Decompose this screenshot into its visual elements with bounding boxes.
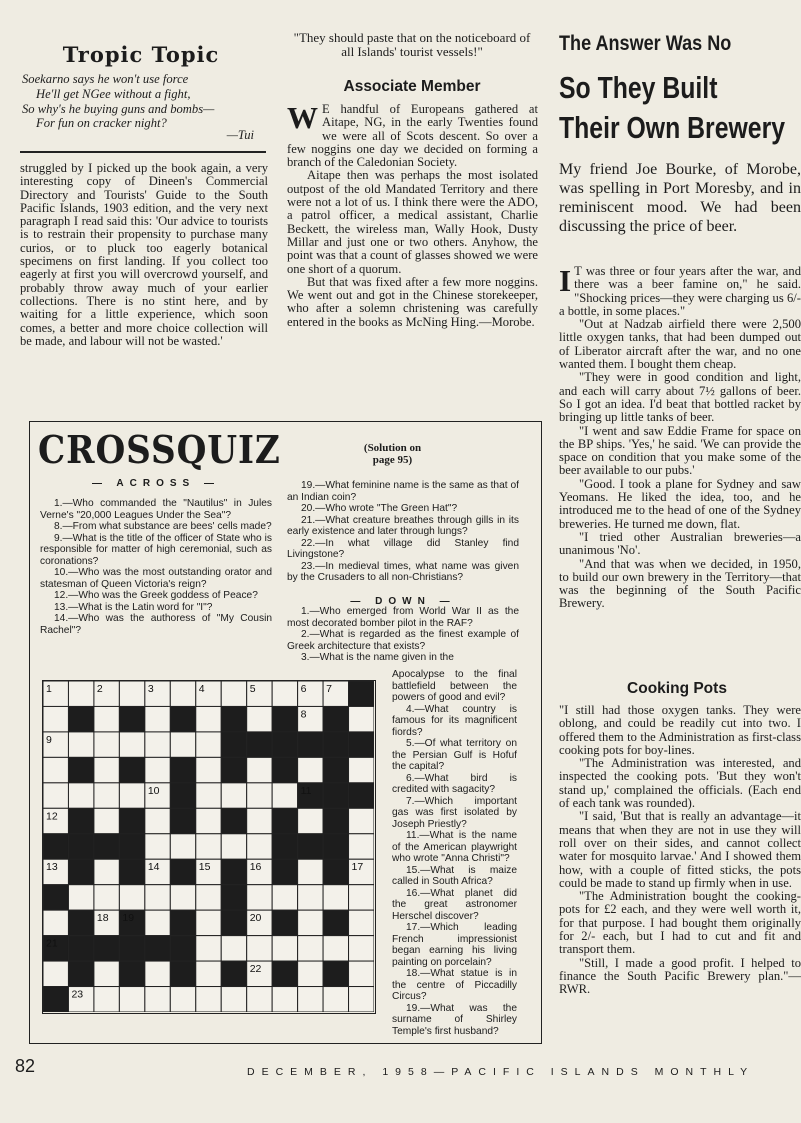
running-footer: DECEMBER, 1958—PACIFIC ISLANDS MONTHLY [247, 1066, 755, 1078]
grid-cell [323, 885, 348, 910]
grid-cell [145, 910, 170, 935]
grid-cell [196, 808, 221, 833]
grid-number: 22 [249, 963, 262, 976]
verse-line: So why's he buying guns and bombs— [22, 101, 215, 116]
clue: 17.—Which leading French impressionist began earning his living painting on porcelain? [392, 922, 517, 968]
grid-cell [221, 834, 246, 859]
grid-cell-black [119, 808, 144, 833]
grid-cell-black [323, 783, 348, 808]
grid-cell-black [119, 834, 144, 859]
grid-cell-black [272, 961, 297, 986]
grid-cell [43, 783, 68, 808]
grid-cell [196, 936, 221, 961]
clue: Apocalypse to the final battlefield between the powers of good and evil? [392, 669, 517, 703]
grid-cell [94, 706, 119, 731]
grid-cell [298, 859, 323, 884]
grid-cell [349, 757, 374, 782]
grid-cell-black [68, 834, 93, 859]
grid-cell-black [145, 936, 170, 961]
grid-cell [145, 885, 170, 910]
grid-number: 21 [46, 937, 58, 950]
grid-cell [170, 732, 195, 757]
across-clues-continued [287, 480, 519, 584]
grid-number: 8 [300, 708, 307, 721]
drop-cap: W [287, 100, 318, 135]
column1-article [20, 162, 268, 348]
grid-cell [298, 885, 323, 910]
grid-cell-black [119, 936, 144, 961]
grid-cell [170, 885, 195, 910]
grid-cell [272, 783, 297, 808]
grid-number: 2 [96, 683, 103, 695]
grid-cell-black [170, 783, 195, 808]
brewery-intro: My friend Joe Bourke, of Morobe, was spelling in Port Moresby, and in reminiscent mood. We had been discussing the price of beer. [559, 161, 801, 235]
grid-cell [68, 885, 93, 910]
grid-cell-black [119, 859, 144, 884]
grid-cell [221, 681, 246, 706]
grid-cell [94, 732, 119, 757]
grid-cell-black [298, 834, 323, 859]
grid-number: 5 [249, 683, 256, 695]
paragraph: "I still had those oxygen tanks. They were oblong, and could be readily cut into two. I offered them to the Administration as first-class cooking pots for boy-lines. [559, 703, 801, 757]
grid-cell-black [272, 808, 297, 833]
paragraph: "The Administration bought the cooking-pots for £2 each, and they were well worth it, for that purpose. I had bought them originally for 2/- each, but I had to cut and fit and transport them. [559, 889, 801, 957]
grid-cell-black [221, 859, 246, 884]
clue: 4.—What country is famous for its magnificent fiords? [392, 703, 517, 738]
paragraph: "They were in good condition and light, and each will carry about 7½ gallons of beer. So I got an idea. I'd beat that bottled racket by bringing up little tanks of beer. [559, 370, 801, 425]
grid-cell-black [68, 757, 93, 782]
grid-cell [349, 961, 374, 986]
grid-cell [323, 936, 348, 961]
grid-cell [196, 910, 221, 935]
clue: 22.—In what village did Stanley find Livingstone? [287, 537, 519, 560]
grid-cell-black [349, 732, 374, 757]
grid-cell [221, 936, 246, 961]
headline-line: So They Built [559, 70, 718, 105]
verse-line: For fun on cracker night? [36, 116, 167, 131]
grid-cell [119, 732, 144, 757]
grid-cell [43, 910, 68, 935]
grid-cell [298, 987, 323, 1012]
grid-cell-black [119, 961, 144, 986]
grid-cell-black [323, 961, 348, 986]
grid-cell-black [94, 936, 119, 961]
grid-cell-black [170, 757, 195, 782]
tropic-topic-author: —Tui [226, 128, 254, 142]
grid-cell-black [170, 706, 195, 731]
grid-cell [68, 783, 93, 808]
paragraph: "I said, 'But that is really an advantage—it means that when they are not in use they will roll over on their sides, and cannot collect water for mosquito larvae.' And I showed them how, with a couple of fitted sticks, the pots could be made to stand up firmly when in use. [559, 809, 801, 890]
grid-cell-black [68, 859, 93, 884]
grid-cell-black [221, 706, 246, 731]
crossquiz-title: CROSSQUIZ [38, 427, 281, 472]
clue: 10.—Who was the most outstanding orator and statesman of Queen Victoria's reign? [40, 567, 272, 590]
grid-cell [247, 834, 272, 859]
grid-cell [247, 987, 272, 1012]
grid-number: 4 [198, 683, 205, 695]
grid-cell [196, 732, 221, 757]
grid-number: 10 [147, 784, 160, 797]
grid-cell [247, 706, 272, 731]
clue: 9.—What is the title of the officer of State who is responsible for matter of high ceremonial, such as coronations? [40, 532, 272, 567]
headline-line: Their Own Brewery [559, 110, 786, 145]
grid-number: 19 [122, 912, 135, 925]
grid-number: 12 [46, 810, 58, 823]
grid-cell-black [323, 808, 348, 833]
grid-cell [94, 757, 119, 782]
grid-cell-black [272, 910, 297, 935]
down-heading: — DOWN — [350, 596, 456, 607]
grid-cell-black [323, 706, 348, 731]
grid-number: 14 [147, 861, 160, 874]
brewery-headline [559, 68, 785, 148]
grid-cell-black [221, 808, 246, 833]
paragraph: But that was fixed after a few more noggins. We went out and got in the Chinese storekeeper, who after a solemn christening was carefully entered in the books as McNing Hing.—Morobe. [287, 274, 538, 329]
grid-cell [145, 706, 170, 731]
paragraph: struggled by I picked up the book again, a very interesting copy of Dineen's Commercial Directory and Tourists' Guide to the South Pacific Islands, 1903 edition, and the very next paragraph I read said this: 'Our advice to tourists is to restrain their propensity to purchase many curios, or to pluck too eagerly botanical specimens on first landing. If you collect too eagerly at first you will overcrowd yourself, and probably throw away much of your earlier collections. There is no stint here, and by waiting for a little experience, which soon comes, a better and more choice collection will be made, and labour will not be wasted.' [20, 161, 268, 348]
grid-cell [196, 961, 221, 986]
grid-cell-black [119, 706, 144, 731]
clue: 20.—Who wrote "The Green Hat"? [301, 503, 458, 514]
grid-number: 13 [46, 861, 58, 874]
clue: 1.—Who commanded the "Nautilus" in Jules Verne's "20,000 Leagues Under the Sea"? [40, 498, 272, 521]
grid-cell [349, 987, 374, 1012]
grid-cell [349, 706, 374, 731]
grid-cell [119, 987, 144, 1012]
grid-cell [94, 961, 119, 986]
across-heading: — ACROSS — [92, 478, 220, 489]
grid-cell-black [323, 757, 348, 782]
grid-cell [119, 783, 144, 808]
grid-number: 17 [351, 861, 364, 874]
grid-cell-black [323, 732, 348, 757]
grid-cell [272, 885, 297, 910]
grid-cell [94, 859, 119, 884]
grid-cell [298, 936, 323, 961]
grid-cell-black [272, 757, 297, 782]
verse-line: Soekarno says he won't use force [22, 72, 189, 86]
grid-cell [196, 885, 221, 910]
grid-cell-black [119, 757, 144, 782]
paragraph: "I went and saw Eddie Frame for space on the BP ships. 'Yes,' he said. 'We can provide the space on condition that you make some of the beer available to our pubs.' [559, 423, 801, 478]
grid-cell [145, 961, 170, 986]
grid-cell-black [272, 859, 297, 884]
grid-cell [349, 910, 374, 935]
grid-cell [119, 885, 144, 910]
grid-cell [298, 961, 323, 986]
across-clues [40, 498, 272, 636]
grid-cell-black [68, 706, 93, 731]
page-number: 82 [15, 1056, 36, 1076]
grid-cell [349, 936, 374, 961]
grid-number: 3 [147, 683, 154, 695]
paragraph: "And that was when we decided, in 1950, to build our own brewery in the Territory—that was the beginning of the South Pacific Brewery. [559, 556, 801, 611]
grid-cell [94, 808, 119, 833]
clue: 23.—In medieval times, what name was given by the Crusaders to all non-Christians? [287, 560, 519, 583]
grid-cell-black [221, 732, 246, 757]
clue: 3.—What is the name given in the [301, 652, 454, 663]
grid-number: 7 [326, 683, 332, 695]
grid-cell [119, 681, 144, 706]
grid-cell [68, 681, 93, 706]
tropic-topic-title: Tropic Topic [62, 42, 220, 67]
paragraph: "Still, I made a good profit. I helped to finance the South Pacific Brewery plan."—RWR. [559, 955, 801, 997]
grid-cell-black [43, 885, 68, 910]
grid-cell [43, 757, 68, 782]
grid-number: 6 [300, 683, 307, 695]
grid-number: 9 [46, 733, 52, 746]
answer-was-no-heading: The Answer Was No [559, 32, 732, 55]
paragraph: E handful of Europeans gathered at Aitape, NG, in the early Twenties found we were all of Scots descent. So over a few noggins one day we decided on forming a branch of the Caledonian Society. [287, 102, 538, 170]
clue: 7.—Which important gas was first isolated by Joseph Priestly? [392, 795, 517, 830]
section-divider [20, 151, 266, 153]
grid-cell-black [272, 706, 297, 731]
grid-cell-black [68, 936, 93, 961]
grid-cell-black [170, 936, 195, 961]
grid-cell [94, 783, 119, 808]
grid-number: 11 [300, 784, 312, 797]
grid-cell [298, 808, 323, 833]
grid-cell [247, 885, 272, 910]
grid-cell [349, 885, 374, 910]
clue: 12.—Who was the Greek goddess of Peace? [54, 590, 258, 601]
grid-cell-black [170, 808, 195, 833]
grid-cell-black [221, 910, 246, 935]
grid-number: 1 [46, 683, 52, 695]
grid-cell-black [221, 757, 246, 782]
grid-cell-black [170, 859, 195, 884]
grid-number: 16 [249, 861, 262, 874]
grid-cell [145, 834, 170, 859]
grid-cell [221, 987, 246, 1012]
cooking-pots-heading: Cooking Pots [627, 680, 727, 697]
grid-cell-black [94, 834, 119, 859]
grid-cell [94, 885, 119, 910]
clue: 18.—What statue is in the centre of Piccadilly Circus? [392, 968, 517, 1002]
clue: 5.—Of what territory on the Persian Gulf is Hofuf the capital? [392, 738, 517, 772]
grid-number: 15 [198, 861, 211, 874]
clue: 19.—What feminine name is the same as that of an Indian coin? [287, 480, 519, 503]
crossword-grid-svg [43, 681, 374, 1012]
clue: 6.—What bird is credited with sagacity? [392, 772, 517, 795]
grid-cell [349, 808, 374, 833]
cooking-pots-article [559, 704, 801, 997]
grid-cell [349, 834, 374, 859]
grid-cell [196, 757, 221, 782]
clue: 21.—What creature breathes through gills in its early existence and later through lungs? [287, 514, 519, 537]
clue: 16.—What planet did the great astronomer Herschel discover? [392, 887, 517, 922]
grid-cell [247, 936, 272, 961]
grid-cell-black [43, 834, 68, 859]
grid-cell-black [323, 834, 348, 859]
grid-cell-black [68, 808, 93, 833]
grid-number: 20 [249, 912, 262, 925]
grid-cell-black [221, 961, 246, 986]
grid-cell [145, 987, 170, 1012]
clue: 13.—What is the Latin word for "I"? [54, 601, 213, 613]
clue: 19.—What was the surname of Shirley Temple's first husband? [392, 1002, 517, 1037]
paragraph: T was three or four years after the war, and there was a beer famine on," he said. "Shocking prices—they were charging us 6/- a bottle, in some places." [559, 264, 801, 318]
grid-cell [221, 783, 246, 808]
associate-member-article [287, 100, 538, 329]
crossword-grid [42, 680, 376, 1014]
grid-cell-black [349, 681, 374, 706]
grid-cell [196, 783, 221, 808]
grid-cell [196, 834, 221, 859]
brewery-article [559, 265, 801, 611]
grid-cell-black [170, 910, 195, 935]
paragraph: "Out at Nadzab airfield there were 2,500 little oxygen tanks, that had been dumped out of Liberator aircraft after the war, and no one wanted them. I bought them cheap. [559, 317, 801, 372]
grid-cell [43, 961, 68, 986]
verse-line: He'll get NGee without a fight, [36, 86, 191, 101]
down-clues [287, 606, 519, 664]
clue: 1.—Who emerged from World War II as the most decorated bomber pilot in the RAF? [287, 606, 519, 629]
paragraph: "The Administration was interested, and inspected the cooking pots. 'But they won't stand up,' complained the officials. (Each end of each tank was rounded). [559, 756, 801, 811]
grid-cell-black [272, 732, 297, 757]
grid-cell [145, 757, 170, 782]
grid-cell [170, 987, 195, 1012]
grid-cell [247, 783, 272, 808]
grid-cell [323, 987, 348, 1012]
drop-cap: I [559, 263, 572, 298]
grid-cell-black [43, 987, 68, 1012]
grid-cell [170, 681, 195, 706]
grid-cell-black [247, 732, 272, 757]
grid-cell-black [221, 885, 246, 910]
grid-cell-black [323, 859, 348, 884]
clue: 8.—From what substance are bees' cells made? [54, 521, 272, 532]
grid-cell-black [298, 732, 323, 757]
clue: 15.—What is maize called in South Africa? [392, 864, 517, 887]
grid-cell-black [323, 910, 348, 935]
paragraph: Aitape then was perhaps the most isolated outpost of the old Mandated Territory and there were not a lot of us. I think there were the ADO, a patrol officer, a medical assistant, Charlie Beckett, the wireless man, Wally Hook, Dusty Millar and just one or two others. Anyhow, the point was that a count of glasses showed we were one short of a quorum. [287, 168, 538, 276]
grid-cell-black [349, 783, 374, 808]
grid-cell [247, 808, 272, 833]
grid-number: 23 [71, 988, 84, 1001]
grid-cell [272, 681, 297, 706]
grid-cell [170, 834, 195, 859]
grid-cell [298, 910, 323, 935]
crossquiz-solution-note: (Solution on page 95) [363, 442, 422, 466]
paragraph: "I tried other Australian breweries—a unanimous 'No'. [559, 529, 801, 558]
grid-cell [247, 757, 272, 782]
grid-cell [298, 757, 323, 782]
grid-cell [43, 706, 68, 731]
grid-cell-black [170, 961, 195, 986]
tropic-topic-verse [22, 72, 260, 131]
grid-cell-black [272, 834, 297, 859]
down-clues-continued [392, 669, 517, 1037]
grid-cell [272, 987, 297, 1012]
column2-intro-quote: "They should paste that on the noticeboard of all Islands' tourist vessels!" [293, 30, 531, 59]
clue: 2.—What is regarded as the finest example of Greek architecture that exists? [287, 629, 519, 652]
grid-cell-black [68, 910, 93, 935]
clue: 11.—What is the name of the American playwright who wrote "Anna Christi"? [392, 830, 517, 864]
grid-cell [145, 732, 170, 757]
grid-cell [94, 987, 119, 1012]
associate-member-heading: Associate Member [343, 78, 481, 95]
grid-cell [68, 732, 93, 757]
grid-cell [145, 808, 170, 833]
paragraph: "Good. I took a plane for Sydney and saw Yeomans. He liked the idea, too, and he introduced me to the head of one of the Sydney breweries. He turned me down, flat. [559, 476, 801, 531]
grid-cell [196, 987, 221, 1012]
grid-cell-black [68, 961, 93, 986]
grid-number: 18 [96, 912, 109, 925]
grid-cell [272, 936, 297, 961]
clue: 14.—Who was the authoress of "My Cousin Rachel"? [40, 613, 272, 636]
grid-cell [196, 706, 221, 731]
